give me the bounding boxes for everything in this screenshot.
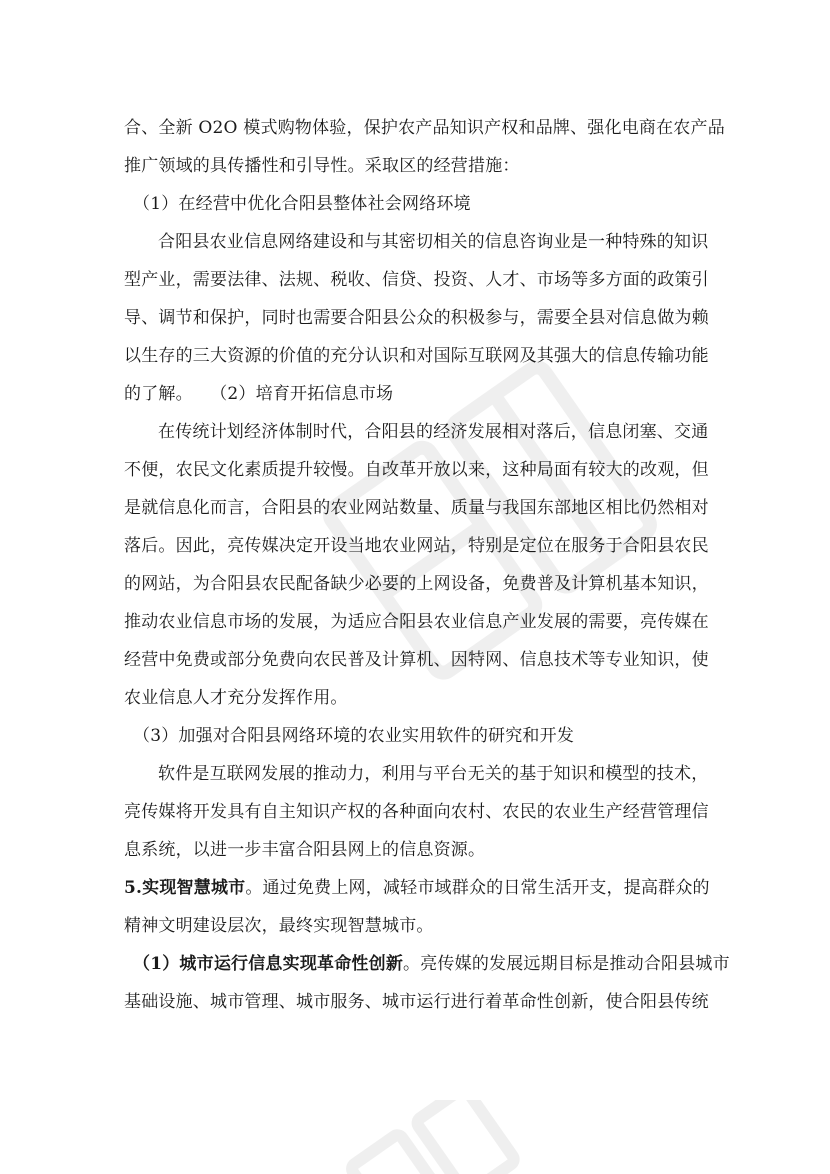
text-line: 的了解。 （2）培育开拓信息市场	[124, 384, 394, 404]
text-line: 在传统计划经济体制时代，合阳县的经济发展相对落后，信息闭塞、交通	[158, 422, 709, 442]
text-line: 合、全新 O2O 模式购物体验，保护农产品知识产权和品牌、强化电商在农产品	[124, 118, 725, 138]
text-line: 精神文明建设层次，最终实现智慧城市。	[124, 916, 434, 936]
text-line: 导、调节和保护，同时也需要合阳县公众的积极参与，需要全县对信息做为赖	[124, 308, 709, 328]
text-line: 经营中免费或部分免费向农民普及计算机、因特网、信息技术等专业知识，使	[124, 650, 709, 670]
subheading-3: （3）加强对合阳县网络环境的农业实用软件的研究和开发	[133, 726, 575, 746]
section-5-line	[124, 878, 710, 898]
text-line: 以生存的三大资源的价值的充分认识和对国际互联网及其强大的信息传输功能	[124, 346, 709, 366]
text-line: 亮传媒将开发具有自主知识产权的各种面向农村、农民的农业生产经营管理信	[124, 802, 709, 822]
text-line: 的网站，为合阳县农民配备缺少必要的上网设备，免费普及计算机基本知识，	[124, 574, 709, 594]
text-line: 推动农业信息市场的发展，为适应合阳县农业信息产业发展的需要，亮传媒在	[124, 612, 709, 632]
text-line: 软件是互联网发展的推动力，利用与平台无关的基于知识和模型的技术，	[158, 764, 709, 784]
subsection-1-heading: （1）城市运行信息实现革命性创新	[133, 954, 404, 974]
subheading-1: （1）在经营中优化合阳县整体社会网络环境	[133, 194, 471, 214]
text-line: 息系统，以进一步丰富合阳县网上的信息资源。	[124, 840, 486, 860]
text-line: 基础设施、城市管理、城市服务、城市运行进行着革命性创新，使合阳县传统	[124, 992, 709, 1012]
subsection-1-line	[133, 954, 730, 974]
text-line: 不便，农民文化素质提升较慢。自改革开放以来，这种局面有较大的改观，但	[124, 460, 709, 480]
text-line: 合阳县农业信息网络建设和与其密切相关的信息咨询业是一种特殊的知识	[158, 232, 709, 252]
section-5-heading: 5.实现智慧城市	[124, 878, 246, 898]
text-line: 型产业，需要法律、法规、税收、信贷、投资、人才、市场等多方面的政策引	[124, 270, 709, 290]
text-line: 是就信息化而言，合阳县的农业网站数量、质量与我国东部地区相比仍然相对	[124, 498, 709, 518]
subsection-1-text: 。亮传媒的发展远期目标是推动合阳县城市	[403, 954, 730, 974]
watermark-fragment	[330, 1100, 530, 1174]
section-5-text: 。通过免费上网，减轻市域群众的日常生活开支，提高群众的	[245, 878, 710, 898]
text-line: 落后。因此，亮传媒决定开设当地农业网站，特别是定位在服务于合阳县农民	[124, 536, 709, 556]
text-line: 农业信息人才充分发挥作用。	[124, 688, 348, 708]
text-line: 推广领域的具传播性和引导性。采取区的经营措施：	[124, 156, 520, 176]
